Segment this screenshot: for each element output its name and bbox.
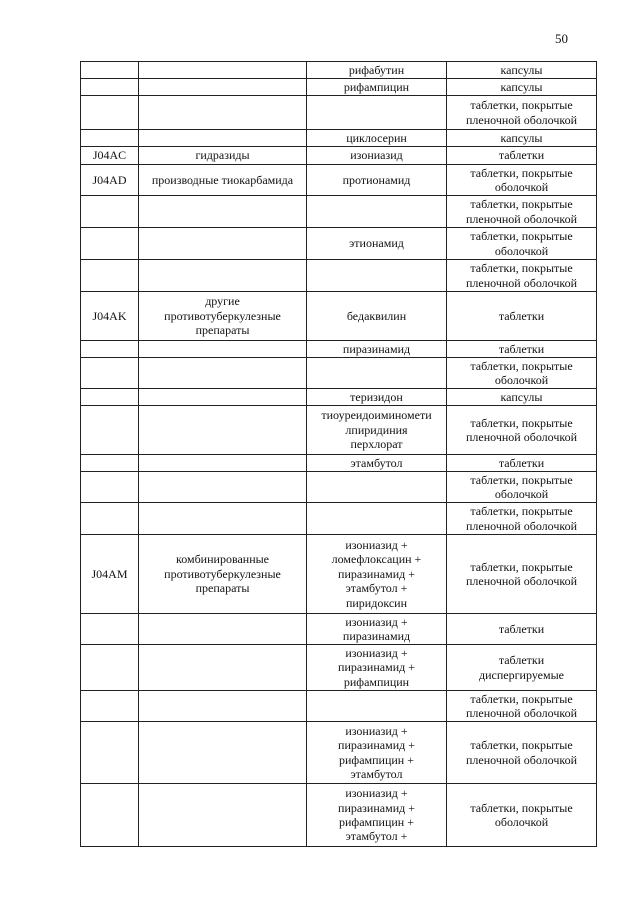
dosage-form-cell: таблетки, покрытые оболочкой	[447, 784, 597, 847]
table-row	[81, 691, 597, 722]
table-row	[81, 389, 597, 406]
group-name-cell	[139, 79, 307, 96]
table-row	[81, 292, 597, 341]
atc-code-cell	[81, 722, 139, 784]
group-name-cell: гидразиды	[139, 147, 307, 165]
group-name-cell	[139, 406, 307, 455]
drug-name-cell: тиоуреидоиминомети лпиридиния перхлорат	[307, 406, 447, 455]
drug-name-cell: изониазид + пиразинамид + рифампицин	[307, 645, 447, 691]
table-row	[81, 96, 597, 130]
atc-code-cell	[81, 130, 139, 147]
group-name-cell: другие противотуберкулезные препараты	[139, 292, 307, 341]
drug-table	[80, 61, 597, 847]
table-row	[81, 79, 597, 96]
atc-code-cell	[81, 260, 139, 292]
atc-code-cell	[81, 406, 139, 455]
table-row	[81, 455, 597, 472]
drug-name-cell: изониазид + пиразинамид + рифампицин + этамбутол	[307, 722, 447, 784]
table-row	[81, 130, 597, 147]
drug-name-cell: рифабутин	[307, 62, 447, 79]
atc-code-cell	[81, 691, 139, 722]
drug-name-cell	[307, 358, 447, 389]
group-name-cell: производные тиокарбамида	[139, 165, 307, 196]
group-name-cell	[139, 260, 307, 292]
dosage-form-cell: таблетки, покрытые пленочной оболочкой	[447, 260, 597, 292]
table-row	[81, 614, 597, 645]
table-row	[81, 645, 597, 691]
drug-name-cell: изониазид + пиразинамид	[307, 614, 447, 645]
atc-code-cell	[81, 784, 139, 847]
group-name-cell	[139, 784, 307, 847]
dosage-form-cell: таблетки	[447, 455, 597, 472]
atc-code-cell	[81, 196, 139, 228]
dosage-form-cell: капсулы	[447, 389, 597, 406]
group-name-cell	[139, 341, 307, 358]
drug-name-cell	[307, 503, 447, 535]
atc-code-cell: J04AC	[81, 147, 139, 165]
table-row	[81, 196, 597, 228]
dosage-form-cell: таблетки, покрытые пленочной оболочкой	[447, 722, 597, 784]
drug-name-cell	[307, 196, 447, 228]
dosage-form-cell: капсулы	[447, 130, 597, 147]
atc-code-cell	[81, 228, 139, 260]
atc-code-cell	[81, 614, 139, 645]
dosage-form-cell: таблетки, покрытые оболочкой	[447, 472, 597, 503]
group-name-cell	[139, 722, 307, 784]
drug-name-cell: изониазид	[307, 147, 447, 165]
drug-name-cell: протионамид	[307, 165, 447, 196]
dosage-form-cell: капсулы	[447, 62, 597, 79]
dosage-form-cell: таблетки, покрытые оболочкой	[447, 228, 597, 260]
atc-code-cell	[81, 62, 139, 79]
atc-code-cell	[81, 341, 139, 358]
group-name-cell	[139, 645, 307, 691]
dosage-form-cell: таблетки, покрытые оболочкой	[447, 165, 597, 196]
dosage-form-cell: таблетки	[447, 147, 597, 165]
group-name-cell: комбинированные противотуберкулезные препараты	[139, 535, 307, 614]
table-row	[81, 341, 597, 358]
table-row	[81, 260, 597, 292]
group-name-cell	[139, 389, 307, 406]
table-row	[81, 722, 597, 784]
dosage-form-cell: таблетки, покрытые пленочной оболочкой	[447, 196, 597, 228]
atc-code-cell	[81, 455, 139, 472]
drug-name-cell: этамбутол	[307, 455, 447, 472]
drug-name-cell: пиразинамид	[307, 341, 447, 358]
dosage-form-cell: таблетки, покрытые пленочной оболочкой	[447, 503, 597, 535]
table-row	[81, 784, 597, 847]
page-number: 50	[555, 31, 568, 46]
drug-name-cell	[307, 691, 447, 722]
group-name-cell	[139, 503, 307, 535]
dosage-form-cell: таблетки, покрытые пленочной оболочкой	[447, 535, 597, 614]
drug-name-cell: изониазид + ломефлоксацин + пиразинамид + этамбутол + пиридоксин	[307, 535, 447, 614]
group-name-cell	[139, 228, 307, 260]
atc-code-cell	[81, 645, 139, 691]
dosage-form-cell: таблетки	[447, 292, 597, 341]
table-row	[81, 147, 597, 165]
atc-code-cell: J04AD	[81, 165, 139, 196]
atc-code-cell	[81, 503, 139, 535]
atc-code-cell	[81, 389, 139, 406]
group-name-cell	[139, 96, 307, 130]
dosage-form-cell: таблетки, покрытые пленочной оболочкой	[447, 691, 597, 722]
table-row	[81, 406, 597, 455]
drug-name-cell: бедаквилин	[307, 292, 447, 341]
table-row	[81, 165, 597, 196]
table-row	[81, 535, 597, 614]
group-name-cell	[139, 614, 307, 645]
drug-name-cell: циклосерин	[307, 130, 447, 147]
table-row	[81, 358, 597, 389]
atc-code-cell	[81, 472, 139, 503]
dosage-form-cell: таблетки	[447, 341, 597, 358]
group-name-cell	[139, 358, 307, 389]
group-name-cell	[139, 62, 307, 79]
table-row	[81, 472, 597, 503]
drug-name-cell	[307, 260, 447, 292]
atc-code-cell	[81, 358, 139, 389]
dosage-form-cell: таблетки, покрытые оболочкой	[447, 358, 597, 389]
group-name-cell	[139, 130, 307, 147]
drug-name-cell: рифампицин	[307, 79, 447, 96]
drug-name-cell	[307, 472, 447, 503]
group-name-cell	[139, 472, 307, 503]
group-name-cell	[139, 196, 307, 228]
drug-name-cell	[307, 96, 447, 130]
dosage-form-cell: капсулы	[447, 79, 597, 96]
table-row	[81, 228, 597, 260]
group-name-cell	[139, 455, 307, 472]
drug-name-cell: теризидон	[307, 389, 447, 406]
group-name-cell	[139, 691, 307, 722]
table-row	[81, 62, 597, 79]
table-row	[81, 503, 597, 535]
drug-name-cell: этионамид	[307, 228, 447, 260]
dosage-form-cell: таблетки диспергируемые	[447, 645, 597, 691]
atc-code-cell: J04AK	[81, 292, 139, 341]
dosage-form-cell: таблетки, покрытые пленочной оболочкой	[447, 96, 597, 130]
drug-name-cell: изониазид + пиразинамид + рифампицин + этамбутол +	[307, 784, 447, 847]
atc-code-cell: J04AM	[81, 535, 139, 614]
dosage-form-cell: таблетки, покрытые пленочной оболочкой	[447, 406, 597, 455]
atc-code-cell	[81, 96, 139, 130]
dosage-form-cell: таблетки	[447, 614, 597, 645]
atc-code-cell	[81, 79, 139, 96]
